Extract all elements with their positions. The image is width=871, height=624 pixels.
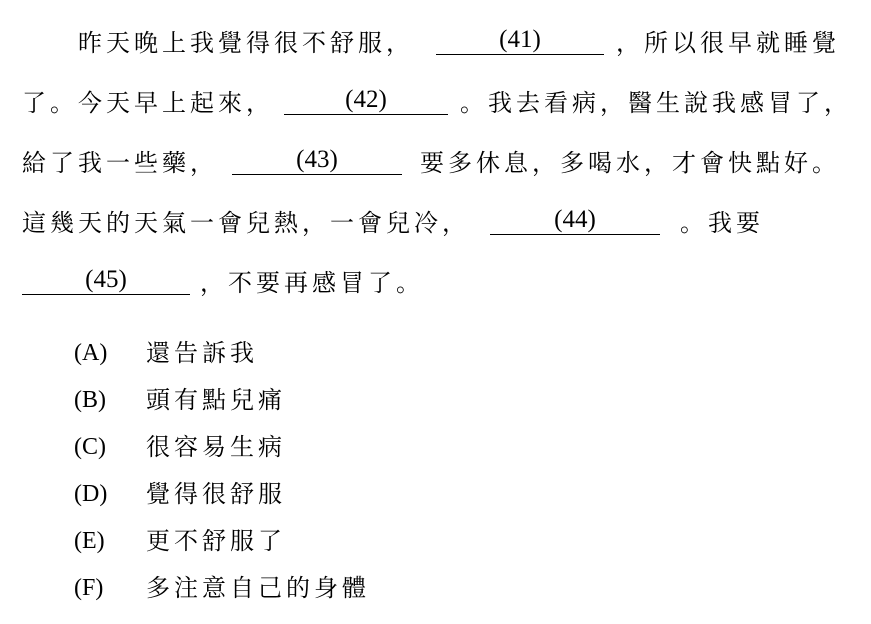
option-text: 還告訴我 [146, 339, 258, 367]
blank-45: (45) [22, 266, 190, 295]
blank-44: (44) [490, 206, 660, 235]
option-key: (F) [74, 575, 104, 601]
blank-43: (43) [232, 146, 402, 175]
option-text: 頭有點兒痛 [146, 386, 286, 414]
passage-text: 了。今天早上起來， [22, 89, 274, 117]
passage-text: 。我要 [680, 209, 764, 237]
passage-text: ，所以很早就睡覺 [616, 29, 840, 57]
blank-42: (42) [284, 86, 448, 115]
option-key: (D) [74, 481, 108, 507]
passage-text: 要多休息，多喝水，才會快點好。 [420, 149, 840, 177]
option-text: 覺得很舒服 [146, 480, 286, 508]
passage-text: 。我去看病，醫生說我感冒了， [460, 89, 852, 117]
blank-41: (41) [436, 26, 604, 55]
passage-text: 給了我一些藥， [22, 149, 218, 177]
option-key: (B) [74, 387, 106, 413]
passage-text: ，不要再感冒了。 [200, 269, 424, 297]
passage-text: 這幾天的天氣一會兒熱，一會兒冷， [22, 209, 470, 237]
option-text: 多注意自己的身體 [146, 574, 370, 602]
option-text: 很容易生病 [146, 433, 286, 461]
passage-text: 昨天晚上我覺得很不舒服， [78, 29, 414, 57]
option-key: (A) [74, 340, 108, 366]
option-key: (C) [74, 434, 106, 460]
option-text: 更不舒服了 [146, 527, 286, 555]
option-key: (E) [74, 528, 105, 554]
